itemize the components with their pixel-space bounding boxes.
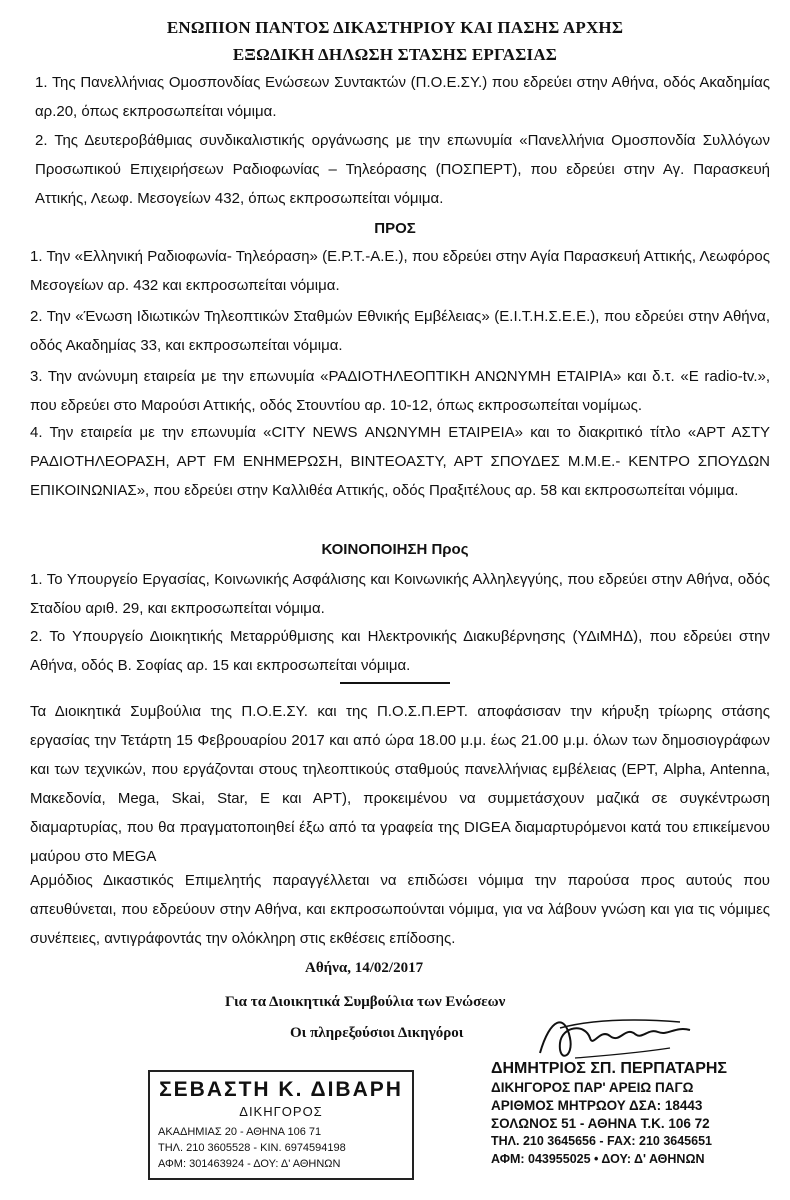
stamp-right-title: ΔΙΚΗΓΟΡΟΣ ΠΑΡ' ΑΡΕΙΩ ΠΑΓΩ (491, 1080, 694, 1095)
place-date: Αθήνα, 14/02/2017 (305, 960, 424, 976)
recipient-3: 3. Την ανώνυμη εταιρεία με την επωνυμία «ΡΑΔΙΟΤΗΛΕΟΠΤΙΚΗ ΑΝΩΝΥΜΗ ΕΤΑΙΡΙΑ» και δ.τ. «Ε radio-tv.», που εδρεύει στο Μαρούσι Αττικής, οδός Στουντίου αρ. 10-12, όπως εκπροσωπείται νομίμως. (30, 368, 770, 414)
body-instruction: Αρμόδιος Δικαστικός Επιμελητής παραγγέλλεται να επιδώσει νόμιμα την παρούσα προς αυτούς που απευθύνεται, που εδρεύουν στην Αθήνα, και εκπροσωπούνται νόμιμα, για να λάβουν γνώση και για τις νόμιμες συνέπειες, αντιγράφοντάς την ολόκληρη στις εκθέσεις επίδοσης. (30, 872, 770, 947)
handwritten-signature (530, 1008, 700, 1068)
notification-1: 1. Το Υπουργείο Εργασίας, Κοινωνικής Ασφάλισης και Κοινωνικής Αλληλεγγύης, που εδρεύει στην Αθήνα, οδός Σταδίου αριθ. 29, και εκπροσωπείται νόμιμα. (30, 571, 770, 617)
stamp-right-address: ΣΟΛΩΝΟΣ 51 - ΑΘΗΝΑ Τ.Κ. 106 72 (491, 1116, 710, 1131)
sender-1: 1. Της Πανελλήνιας Ομοσπονδίας Ενώσεων Συντακτών (Π.Ο.Ε.ΣΥ.) που εδρεύει στην Αθήνα, οδός Ακαδημίας αρ.20, όπως εκπροσωπείται νόμιμα. (35, 74, 770, 120)
for-boards: Για τα Διοικητικά Συμβούλια των Ενώσεων (225, 994, 506, 1010)
stamp-left-name: ΣΕΒΑΣΤΗ Κ. ΔΙΒΑΡΗ (159, 1078, 403, 1101)
notification-2: 2. Το Υπουργείο Διοικητικής Μεταρρύθμισης και Ηλεκτρονικής Διακυβέρνησης (ΥΔιΜΗΔ), που εδρεύει στην Αθήνα, οδός Β. Σοφίας αρ. 15 και εκπροσωπείται νόμιμα. (30, 628, 770, 674)
stamp-right-registry: ΑΡΙΘΜΟΣ ΜΗΤΡΩΟΥ ΔΣΑ: 18443 (491, 1098, 703, 1113)
document-title: ΕΞΩΔΙΚΗ ΔΗΛΩΣΗ ΣΤΑΣΗΣ ΕΡΓΑΣΙΑΣ (232, 45, 558, 64)
stamp-left (148, 1070, 414, 1180)
stamp-left-tax: ΑΦΜ: 301463924 - ΔΟΥ: Δ' ΑΘΗΝΩΝ (158, 1158, 341, 1170)
stamp-right-tax: ΑΦΜ: 043955025 • ΔΟΥ: Δ' ΑΘΗΝΩΝ (491, 1152, 705, 1166)
pros-heading: ΠΡΟΣ (374, 220, 416, 237)
recipient-1: 1. Την «Ελληνική Ραδιοφωνία- Τηλεόραση» (Ε.Ρ.Τ.-Α.Ε.), που εδρεύει στην Αγία Παρασκευή Αττικής, Λεωφόρος Μεσογείων αρ. 432 και εκπροσωπείται νόμιμα. (30, 248, 770, 294)
lawyers-label: Οι πληρεξούσιοι Δικηγόροι (290, 1025, 464, 1041)
recipient-2: 2. Την «Ένωση Ιδιωτικών Τηλεοπτικών Σταθμών Εθνικής Εμβέλειας» (Ε.Ι.Τ.Η.Σ.Ε.Ε.), που εδρεύει στην Αθήνα, οδός Ακαδημίας 33, και εκπροσωπείται νόμιμα. (30, 308, 770, 354)
court-heading: ΕΝΩΠΙΟΝ ΠΑΝΤΟΣ ΔΙΚΑΣΤΗΡΙΟΥ ΚΑΙ ΠΑΣΗΣ ΑΡΧΗΣ (166, 18, 624, 37)
stamp-left-address: ΑΚΑΔΗΜΙΑΣ 20 - ΑΘΗΝΑ 106 71 (158, 1126, 322, 1138)
stamp-left-phones: ΤΗΛ. 210 3605528 - ΚΙΝ. 6974594198 (158, 1142, 346, 1154)
separator-rule (340, 682, 450, 684)
stamp-right-name: ΔΗΜΗΤΡΙΟΣ ΣΠ. ΠΕΡΠΑΤΑΡΗΣ (491, 1060, 728, 1077)
stamp-right-phones: ΤΗΛ. 210 3645656 - FAX: 210 3645651 (491, 1134, 712, 1148)
body-decision: Τα Διοικητικά Συμβούλια της Π.Ο.Ε.ΣΥ. και της Π.Ο.Σ.Π.ΕΡΤ. αποφάσισαν την κήρυξη τρίωρης στάσης εργασίας την Τετάρτη 15 Φεβρουαρίου 2017 και από ώρα 18.00 μ.μ. έως 21.00 μ.μ. όλων των δημοσιογράφων και των τεχνικών, που εργάζονται στους τηλεοπτικούς σταθμούς πανελλήνιας εμβέλειας (ΕΡΤ, Alpha, Antenna, Μακεδονία, Mega, Skai, Star, E και ΑΡΤ), προκειμένου να συμμετάσχουν μαζικά σε συγκέντρωση διαμαρτυρίας, που θα πραγματοποιηθεί έξω από τα γραφεία της DIGEA διαμαρτυρόμενοι κατά του επικείμενου μαύρου στο MEGA (30, 703, 770, 865)
recipient-4: 4. Την εταιρεία με την επωνυμία «CITY NEWS ΑΝΩΝΥΜΗ ΕΤΑΙΡΕΙΑ» και το διακριτικό τίτλο «ΑΡΤ ΑΣΤΥ ΡΑΔΙΟΤΗΛΕΟΡΑΣΗ, ΑΡΤ FM ΕΝΗΜΕΡΩΣΗ, ΒΙΝΤΕΟΑΣΤΥ, ΑΡΤ ΣΠΟΥΔΕΣ Μ.Μ.Ε.- ΚΕΝΤΡΟ ΣΠΟΥΔΩΝ ΕΠΙΚΟΙΝΩΝΙΑΣ», που εδρεύει στην Καλλιθέα Αττικής, οδός Πραξιτέλους αρ. 58 και εκπροσωπείται νόμιμα. (30, 424, 770, 499)
stamp-left-title: ΔΙΚΗΓΟΡΟΣ (239, 1104, 323, 1119)
sender-2: 2. Της Δευτεροβάθμιας συνδικαλιστικής οργάνωσης με την επωνυμία «Πανελλήνια Ομοσπονδία Συλλόγων Προσωπικού Επιχειρήσεων Ραδιοφωνίας – Τηλεόρασης (ΠΟΣΠΕΡΤ), που εδρεύει στην Αγ. Παρασκευή Αττικής, Λεωφ. Μεσογείων 432, όπως εκπροσωπείται νόμιμα. (35, 132, 770, 207)
notification-heading: ΚΟΙΝΟΠΟΙΗΣΗ Προς (321, 541, 469, 558)
